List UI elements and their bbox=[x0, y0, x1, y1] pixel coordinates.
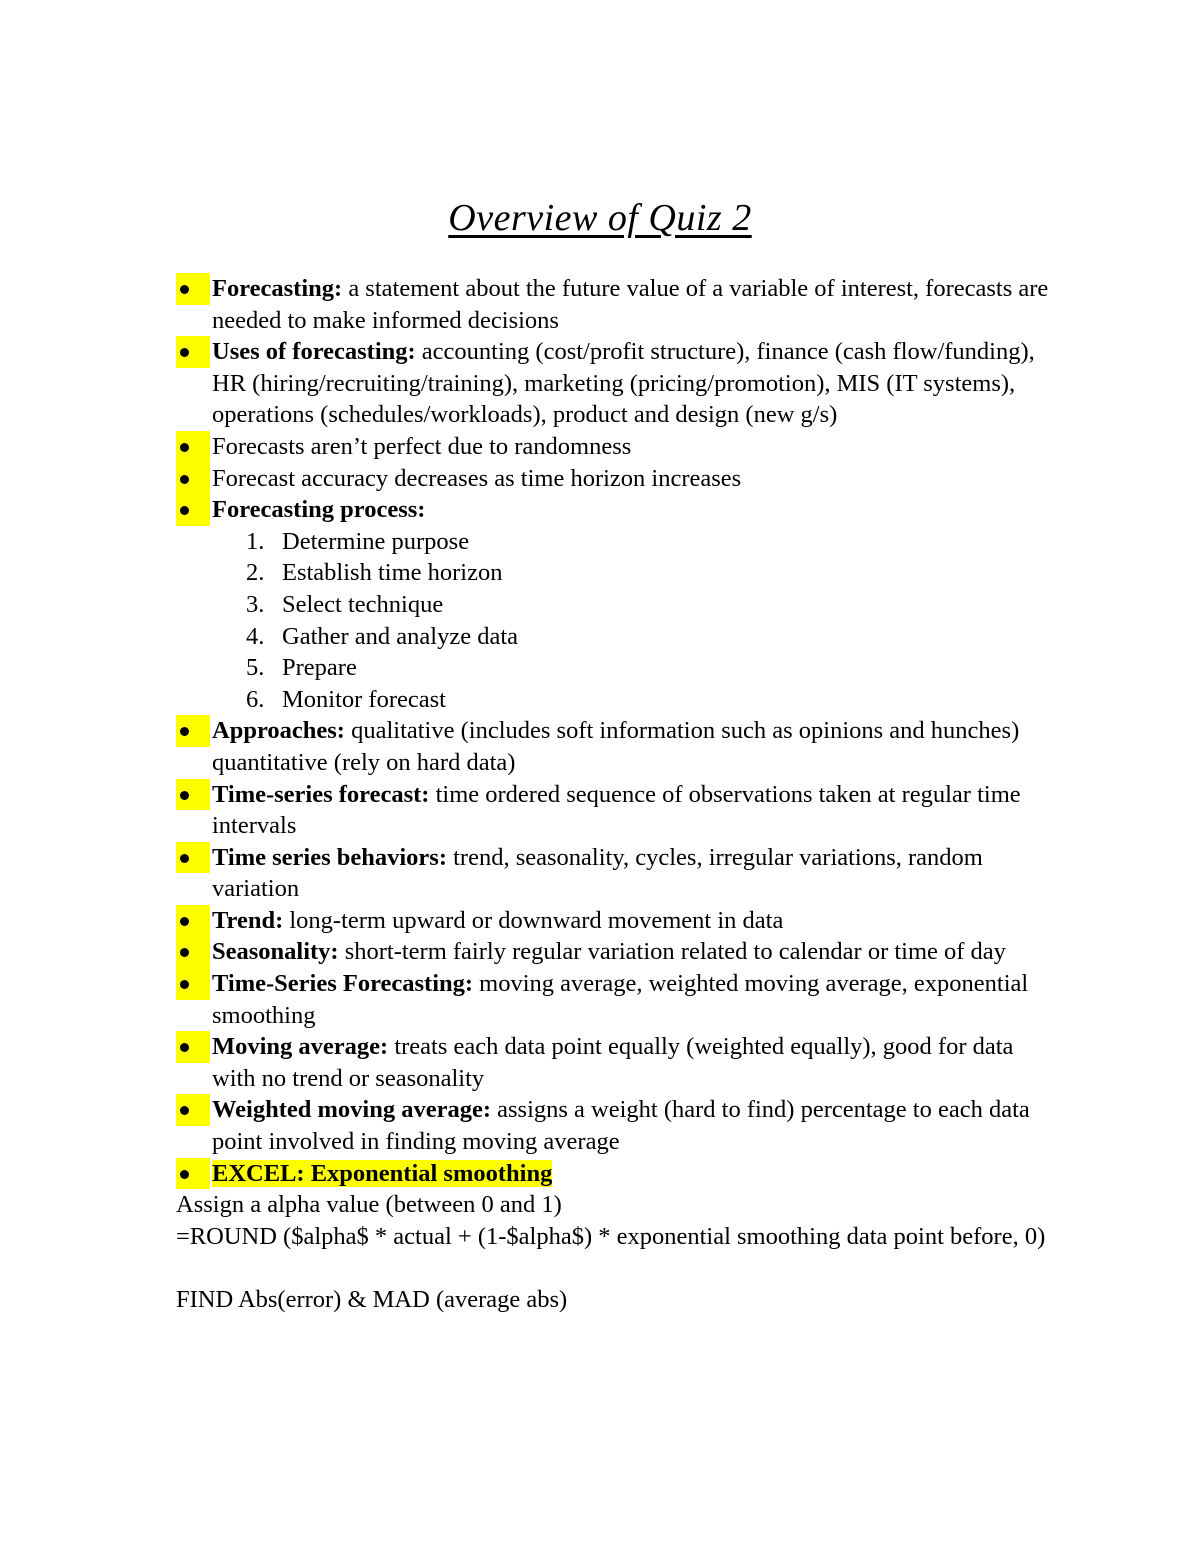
step-number: 5. bbox=[246, 654, 265, 682]
bullet-icon bbox=[180, 917, 189, 926]
bullet-text: long-term upward or downward movement in data bbox=[283, 906, 784, 934]
document-body bbox=[176, 273, 1056, 1316]
bullet-icon bbox=[180, 443, 189, 452]
excel-formula: =ROUND ($alpha$ * actual + (1-$alpha$) * exponential smoothing data point before, 0) bbox=[176, 1222, 1046, 1250]
bullet-highlight bbox=[176, 842, 210, 874]
step-number: 6. bbox=[246, 685, 265, 713]
bullet-text: a statement about the future value of a variable of interest, forecasts are needed to make informed decisions bbox=[212, 275, 1049, 334]
step-number: 4. bbox=[246, 622, 265, 650]
step-number: 1. bbox=[246, 527, 265, 555]
process-step bbox=[176, 526, 1056, 558]
bullet-icon bbox=[180, 980, 189, 989]
bullet-list-continued bbox=[176, 715, 1056, 1157]
bullet-icon bbox=[180, 506, 189, 515]
bullet-icon bbox=[180, 948, 189, 957]
bullet-item bbox=[176, 336, 1056, 431]
bullet-icon bbox=[180, 1106, 189, 1115]
bullet-item bbox=[176, 463, 1056, 495]
bullet-text: qualitative (includes soft information such as opinions and hunches) quantitative (rely on hard data) bbox=[212, 717, 1020, 776]
bullet-term: Trend: bbox=[212, 906, 284, 934]
bullet-highlight bbox=[176, 1031, 210, 1063]
bullet-highlight bbox=[176, 336, 210, 368]
process-step bbox=[176, 621, 1056, 653]
bullet-icon bbox=[180, 348, 189, 357]
bullet-item bbox=[176, 431, 1056, 463]
bullet-term: Weighted moving average: bbox=[212, 1096, 491, 1124]
bullet-list bbox=[176, 273, 1056, 526]
step-number: 2. bbox=[246, 559, 265, 587]
bullet-highlight bbox=[176, 463, 210, 495]
bullet-highlight bbox=[176, 936, 210, 968]
bullet-item bbox=[176, 715, 1056, 778]
final-note: FIND Abs(error) & MAD (average abs) bbox=[176, 1286, 568, 1313]
bullet-item bbox=[176, 494, 1056, 526]
process-step bbox=[176, 557, 1056, 589]
bullet-highlight bbox=[176, 968, 210, 1000]
bullet-term: Forecasting process: bbox=[212, 496, 426, 524]
bullet-icon bbox=[180, 727, 189, 736]
bullet-item bbox=[176, 779, 1056, 842]
excel-heading: EXCEL: Exponential smoothing bbox=[212, 1159, 553, 1187]
bullet-icon bbox=[180, 1043, 189, 1052]
bullet-highlight bbox=[176, 905, 210, 937]
bullet-icon bbox=[180, 1170, 189, 1179]
bullet-text: accounting (cost/profit structure), finance (cash flow/funding), HR (hiring/recruiting/training), marketing (pricing/promotion), MIS (IT systems), operations (schedules/workloads), product and design (new g/s) bbox=[212, 338, 1035, 429]
bullet-text: trend, seasonality, cycles, irregular variations, random variation bbox=[212, 843, 983, 903]
step-text: Determine purpose bbox=[282, 527, 470, 555]
excel-instruction: Assign a alpha value (between 0 and 1) bbox=[176, 1191, 562, 1219]
bullet-item bbox=[176, 905, 1056, 937]
process-step bbox=[176, 652, 1056, 684]
step-text: Establish time horizon bbox=[282, 559, 503, 587]
bullet-icon bbox=[180, 285, 189, 294]
bullet-term: Uses of forecasting: bbox=[212, 338, 416, 366]
bullet-highlight bbox=[176, 1158, 210, 1190]
bullet-text: short-term fairly regular variation related to calendar or time of day bbox=[338, 938, 1006, 966]
bullet-text: time ordered sequence of observations taken at regular time intervals bbox=[212, 780, 1021, 840]
step-text: Monitor forecast bbox=[282, 685, 446, 713]
process-step bbox=[176, 684, 1056, 716]
bullet-text: Forecasts aren’t perfect due to randomness bbox=[212, 432, 632, 460]
bullet-text: Forecast accuracy decreases as time horizon increases bbox=[212, 464, 742, 492]
bullet-item bbox=[176, 936, 1056, 968]
bullet-highlight bbox=[176, 273, 210, 305]
bullet-excel bbox=[176, 1158, 1056, 1190]
step-text: Select technique bbox=[282, 590, 444, 618]
bullet-highlight bbox=[176, 779, 210, 811]
bullet-term: Time series behaviors: bbox=[212, 843, 447, 871]
bullet-text: moving average, weighted moving average, exponential smoothing bbox=[212, 970, 1029, 1029]
bullet-item bbox=[176, 842, 1056, 905]
bullet-highlight bbox=[176, 494, 210, 526]
step-number: 3. bbox=[246, 590, 265, 618]
bullet-term: Moving average: bbox=[212, 1033, 389, 1061]
bullet-term: Time-Series Forecasting: bbox=[212, 970, 474, 998]
page-title: Overview of Quiz 2 bbox=[448, 197, 752, 239]
bullet-term: Seasonality: bbox=[212, 938, 339, 966]
bullet-item bbox=[176, 968, 1056, 1031]
bullet-highlight bbox=[176, 431, 210, 463]
bullet-highlight bbox=[176, 1094, 210, 1126]
bullet-text: assigns a weight (hard to find) percentage to each data point involved in finding moving average bbox=[212, 1096, 1030, 1156]
bullet-icon bbox=[180, 854, 189, 863]
bullet-item bbox=[176, 1031, 1056, 1094]
bullet-item bbox=[176, 1094, 1056, 1157]
bullet-text: treats each data point equally (weighted equally), good for data with no trend or seasonality bbox=[212, 1033, 1014, 1092]
bullet-term: Time-series forecast: bbox=[212, 780, 430, 808]
bullet-icon bbox=[180, 475, 189, 484]
bullet-term: Approaches: bbox=[212, 717, 345, 745]
bullet-term: Forecasting: bbox=[212, 275, 343, 302]
bullet-highlight bbox=[176, 715, 210, 747]
blank-line bbox=[176, 1252, 1056, 1284]
bullet-item bbox=[176, 273, 1056, 336]
bullet-icon bbox=[180, 791, 189, 800]
process-steps-list bbox=[176, 526, 1056, 716]
step-text: Gather and analyze data bbox=[282, 622, 519, 650]
step-text: Prepare bbox=[282, 654, 357, 682]
process-step bbox=[176, 589, 1056, 621]
